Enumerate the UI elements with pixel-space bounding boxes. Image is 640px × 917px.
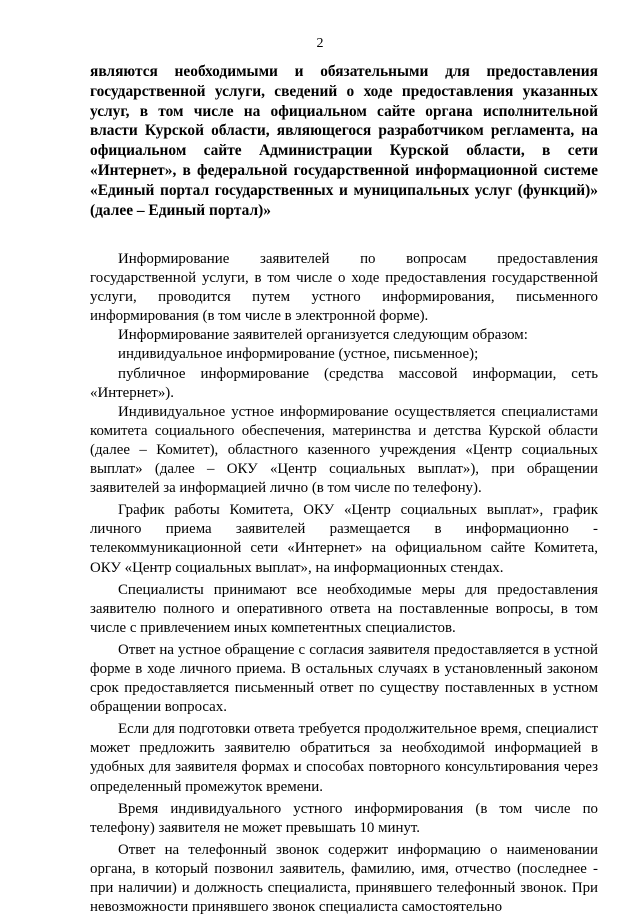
paragraph-work-schedule: График работы Комитета, ОКУ «Центр социальных выплат», график личного приема заявителей размещается в информационно - телекоммуникационной сети «Интернет» на официальном сайте Комитета, ОКУ «Центр социальных выплат», на информационных стендах.	[90, 502, 598, 576]
paragraph-long-preparation: Если для подготовки ответа требуется продолжительное время, специалист может предложить заявителю обратиться за необходимой информацией в удобных для заявителя формах и способах повторного консультирования через определенный промежуток времени.	[90, 721, 598, 795]
paragraph-phone-answer: Ответ на телефонный звонок содержит информацию о наименовании органа, в который позвонил заявитель, фамилию, имя, отчество (последнее - при наличии) и должность специалиста, принявшего телефонный звонок. При невозможности принявшего звонок специалиста самостоятельно	[90, 841, 598, 916]
paragraph-oral-informing: Индивидуальное устное информирование осуществляется специалистами комитета социального обеспечения, материнства и детства Курской области (далее – Комитет), областного казенного учреждения «Центр социальных выплат» (далее – ОКУ «Центр социальных выплат»), при обращении заявителей за информацией лично (в том числе по телефону).	[90, 403, 598, 497]
page-number: 2	[316, 36, 324, 51]
body-text	[90, 250, 598, 917]
paragraph-individual-informing: индивидуальное информирование (устное, письменное);	[118, 346, 479, 363]
paragraph-specialists: Специалисты принимают все необходимые меры для предоставления заявителю полного и оперативного ответа на поставленные вопросы, в том числе с привлечением иных компетентных специалистов.	[90, 581, 598, 636]
paragraph-time-limit: Время индивидуального устного информирования (в том числе по телефону) заявителя не может превышать 10 минут.	[90, 800, 598, 836]
heading-bold-paragraph: являются необходимыми и обязательными для предоставления государственной услуги, сведений о ходе предоставления указанных услуг, в том числе на официальном сайте органа исполнительной власти Курской области, являющегося разработчиком регламента, на официальном сайте Администрации Курской области, в сети «Интернет», в федеральной государственной информационной системе «Единый портал государственных и муниципальных услуг (функций)» (далее – Единый портал)»	[90, 63, 598, 219]
paragraph-public-informing: публичное информирование (средства массовой информации, сеть «Интернет»).	[90, 365, 598, 401]
paragraph-informing-applicants: Информирование заявителей по вопросам предоставления государственной услуги, в том числе о ходе предоставления государственной услуги, проводится путем устного информирования, письменного информирования (в том числе в электронной форме).	[90, 251, 598, 325]
paragraph-oral-answer: Ответ на устное обращение с согласия заявителя предоставляется в устной форме в ходе личного приема. В остальных случаях в установленный законом срок предоставляется письменный ответ по существу поставленных в устном обращении вопросах.	[90, 641, 598, 716]
paragraph-organization: Информирование заявителей организуется следующим образом:	[118, 327, 528, 344]
